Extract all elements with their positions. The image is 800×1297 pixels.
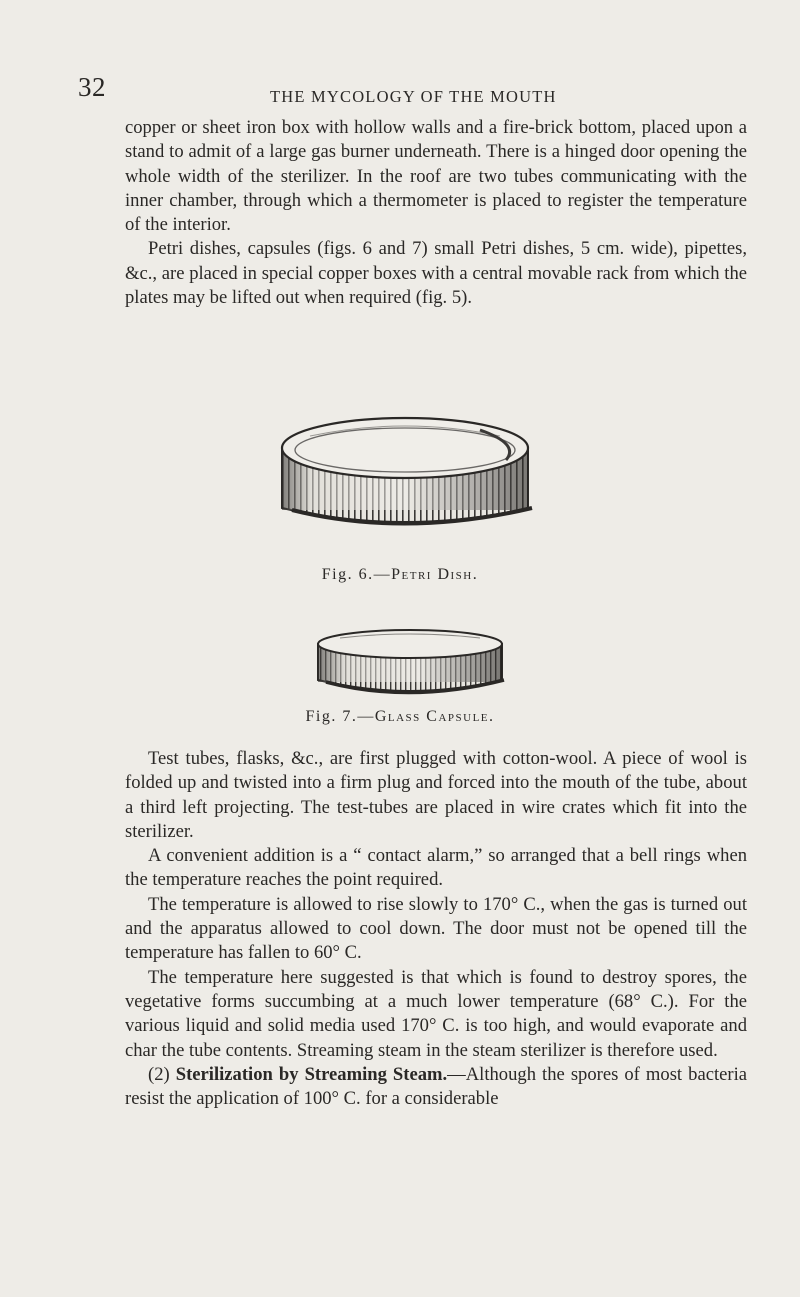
figure-glass-capsule <box>0 622 800 725</box>
paragraph: copper or sheet iron box with hollow walls and a fire-brick bottom, placed upon a stand to admit of a large gas burner underneath. There is a hinged door opening the whole width of the sterilizer. In the roof are two tubes communicating with the inner chamber, through which a thermometer is placed to register the temperature of the interior. <box>125 117 747 236</box>
paragraph: Petri dishes, capsules (figs. 6 and 7) small Petri dishes, 5 cm. wide), pipettes, &c., are placed in special copper boxes with a central movable rack from which the plates may be lifted out when required (fig. 5). <box>125 238 747 309</box>
figure-caption <box>0 566 800 584</box>
section-paragraph <box>125 1063 747 1112</box>
figure-title: —Petri Dish. <box>373 566 479 583</box>
figure-title: —Glass Capsule. <box>357 708 495 725</box>
paragraph: Test tubes, flasks, &c., are first plugged with cotton-wool. A piece of wool is folded up and twisted into a firm plug and forced into the mouth of the tube, about a third left projecting. The test-tubes are placed in wire crates which fit into the sterilizer. <box>125 748 747 842</box>
paragraph: A convenient addition is a “ contact alarm,” so arranged that a bell rings when the temperature reaches the point required. <box>125 845 747 891</box>
figure-label: Fig. 6. <box>321 566 374 583</box>
figure-petri-dish <box>0 396 800 583</box>
page-number: 32 <box>78 72 106 102</box>
figure-label: Fig. 7. <box>305 708 358 725</box>
section-heading: Sterilization by Streaming Steam. <box>175 1063 448 1085</box>
figure-caption <box>0 708 800 726</box>
paragraph: The temperature is allowed to rise slowly to 170° C., when the gas is turned out and the apparatus allowed to cool down. The door must not be opened till the temperature has fallen to 60° C. <box>125 893 747 964</box>
section-number: (2) <box>148 1063 170 1085</box>
text-block-bottom <box>125 747 747 1111</box>
text-block-top <box>125 116 747 310</box>
petri-dish-illustration <box>270 396 540 536</box>
glass-capsule-illustration <box>310 622 510 700</box>
paragraph: The temperature here suggested is that which is found to destroy spores, the vegetative forms succumbing at a much lower temperature (68° C.). For the various liquid and solid media used 170° C. is too high, and would evaporate and char the tube contents. Streaming steam in the steam sterilizer is therefore used. <box>125 966 747 1061</box>
running-head: THE MYCOLOGY OF THE MOUTH <box>270 87 557 106</box>
section-text: —Although the spores of most bacteria resist the application of 100° C. for a considerable <box>125 1063 747 1110</box>
